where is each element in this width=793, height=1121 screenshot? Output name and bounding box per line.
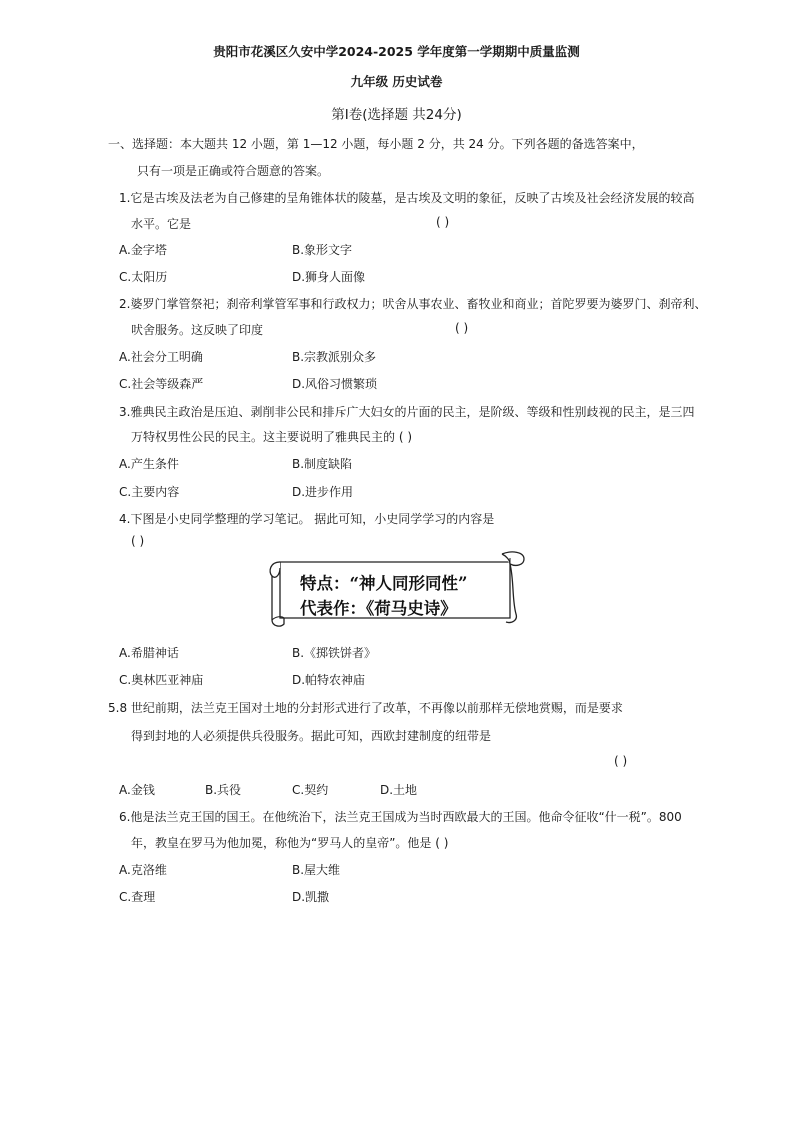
option-d[interactable]: D.土地 bbox=[380, 783, 418, 797]
question-4-line-2: ( ) bbox=[131, 534, 145, 548]
instructions-line-2: 只有一项是正确或符合题意的答案。 bbox=[137, 164, 330, 178]
option-d[interactable]: D.凯撒 bbox=[292, 890, 330, 904]
option-c[interactable]: C.主要内容 bbox=[119, 485, 180, 499]
question-6-line-2: 年，教皇在罗马为他加冕，称他为“罗马人的皇帝”。他是 ( ) bbox=[131, 836, 449, 850]
option-c[interactable]: C.契约 bbox=[292, 783, 329, 797]
note-line-1: 特点：“神人同形同性” bbox=[300, 574, 468, 593]
option-b[interactable]: B.制度缺陷 bbox=[292, 457, 353, 471]
option-b[interactable]: B.屋大维 bbox=[292, 863, 341, 877]
option-d[interactable]: D.风俗习惯繁琐 bbox=[292, 377, 378, 391]
question-1-line-1: 1.它是古埃及法老为自己修建的呈角锥体状的陵墓，是古埃及文明的象征，反映了古埃及社会经济发展的较高 bbox=[119, 191, 695, 205]
option-a[interactable]: A.产生条件 bbox=[119, 457, 179, 471]
option-c[interactable]: C.太阳历 bbox=[119, 270, 168, 284]
question-4-line-1: 4.下图是小史同学整理的学习笔记。 据此可知，小史同学学习的内容是 bbox=[119, 512, 495, 526]
option-a[interactable]: A.社会分工明确 bbox=[119, 350, 203, 364]
question-2-line-2: 吠舍服务。这反映了印度 bbox=[131, 323, 264, 337]
question-5-line-2: 得到封地的人必须提供兵役服务。据此可知，西欧封建制度的纽带是 bbox=[131, 729, 492, 743]
option-b[interactable]: B.兵役 bbox=[205, 783, 242, 797]
answer-blank: ( ) bbox=[614, 754, 628, 768]
option-a[interactable]: A.金钱 bbox=[119, 783, 155, 797]
option-a[interactable]: A.希腊神话 bbox=[119, 646, 179, 660]
question-1-line-2: 水平。它是 bbox=[131, 217, 192, 231]
option-a[interactable]: A.金字塔 bbox=[119, 243, 167, 257]
question-3-line-1: 3.雅典民主政治是压迫、剥削非公民和排斥广大妇女的片面的民主，是阶级、等级和性别歧视的民主，是三四 bbox=[119, 405, 695, 419]
option-d[interactable]: D.进步作用 bbox=[292, 485, 354, 499]
option-b[interactable]: B.象形文字 bbox=[292, 243, 353, 257]
question-2-line-1: 2.婆罗门掌管祭祀；刹帝利掌管军事和行政权力；吠舍从事农业、畜牧业和商业；首陀罗要为婆罗门、刹帝利、 bbox=[119, 297, 707, 311]
question-6-line-1: 6.他是法兰克王国的国王。在他统治下，法兰克王国成为当时西欧最大的王国。他命令征收“什一税”。800 bbox=[119, 810, 682, 824]
instructions-line-1: 一、选择题：本大题共 12 小题，第 1—12 小题，每小题 2 分，共 24 分。下列各题的备选答案中， bbox=[108, 137, 644, 151]
exam-title: 贵阳市花溪区久安中学2024-2025 学年度第一学期期中质量监测 bbox=[213, 44, 580, 59]
option-d[interactable]: D.帕特农神庙 bbox=[292, 673, 366, 687]
option-c[interactable]: C.查理 bbox=[119, 890, 156, 904]
option-b[interactable]: B.宗教派别众多 bbox=[292, 350, 377, 364]
option-a[interactable]: A.克洛维 bbox=[119, 863, 167, 877]
exam-subtitle: 九年级 历史试卷 bbox=[350, 74, 443, 89]
note-line-2: 代表作：《荷马史诗》 bbox=[300, 599, 457, 618]
question-5-line-1: 5.8 世纪前期，法兰克王国对土地的分封形式进行了改革，不再像以前那样无偿地赏赐，而是要求 bbox=[108, 701, 623, 715]
question-3-line-2: 万特权男性公民的民主。这主要说明了雅典民主的 ( ) bbox=[131, 430, 412, 444]
option-b[interactable]: B.《掷铁饼者》 bbox=[292, 646, 377, 660]
option-d[interactable]: D.狮身人面像 bbox=[292, 270, 366, 284]
answer-blank: ( ) bbox=[436, 215, 450, 229]
option-c[interactable]: C.社会等级森严 bbox=[119, 377, 204, 391]
section-heading: 第Ⅰ卷(选择题 共24分) bbox=[331, 107, 462, 123]
answer-blank: ( ) bbox=[455, 321, 469, 335]
option-c[interactable]: C.奥林匹亚神庙 bbox=[119, 673, 204, 687]
